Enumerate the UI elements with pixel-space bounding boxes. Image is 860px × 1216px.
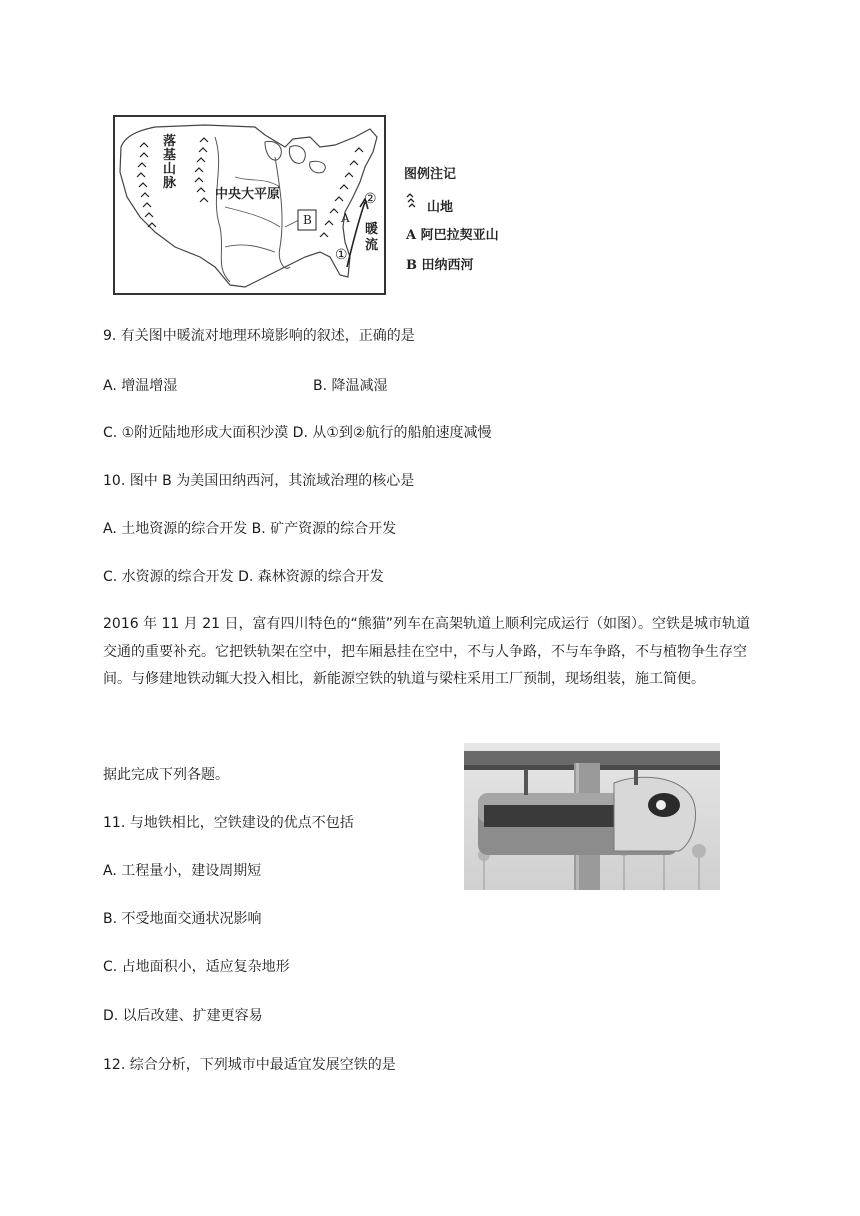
q9-option-b: B. 降温减湿 (313, 378, 388, 394)
question-9: 9. 有关图中暖流对地理环境影响的叙述，正确的是 (103, 328, 415, 344)
rocky-mountains-label: 落基山脉 (163, 134, 177, 191)
circle-2-label: ② (364, 191, 377, 207)
question-12: 12. 综合分析，下列城市中最适宜发展空铁的是 (103, 1057, 396, 1073)
warm-current-label: 暖流 (365, 222, 379, 253)
q10-options-a-b: A. 土地资源的综合开发 B. 矿产资源的综合开发 (103, 521, 397, 537)
question-10: 10. 图中 B 为美国田纳西河，其流域治理的核心是 (103, 473, 415, 489)
mountain-legend-icon (405, 193, 419, 213)
intro-text: 据此完成下列各题。 (103, 767, 229, 783)
legend-mountain: 山地 (427, 200, 454, 215)
central-plains-label: 中央大平原 (215, 187, 281, 202)
usa-map-drawing (115, 117, 384, 293)
q11-option-c: C. 占地面积小，适应复杂地形 (103, 959, 290, 975)
q11-option-a: A. 工程量小，建设周期短 (103, 863, 262, 879)
q11-option-b: B. 不受地面交通状况影响 (103, 911, 262, 927)
legend-a: A 阿巴拉契亚山 (406, 228, 499, 243)
label-b: B (303, 213, 312, 227)
label-a: A (341, 211, 350, 225)
sky-train-photo (464, 743, 720, 890)
q9-options-c-d: C. ①附近陆地形成大面积沙漠 D. 从①到②航行的船舶速度减慢 (103, 425, 492, 441)
question-11: 11. 与地铁相比，空铁建设的优点不包括 (103, 815, 354, 831)
legend-b: B 田纳西河 (406, 258, 474, 273)
q9-option-a: A. 增温增湿 (103, 378, 178, 394)
circle-1-label: ① (335, 247, 348, 263)
q10-options-c-d: C. 水资源的综合开发 D. 森林资源的综合开发 (103, 569, 384, 585)
q11-option-d: D. 以后改建、扩建更容易 (103, 1008, 263, 1024)
legend-title: 图例注记 (404, 167, 457, 182)
usa-map-figure (113, 115, 386, 295)
passage: 2016 年 11 月 21 日，富有四川特色的“熊猫”列车在高架轨道上顺利完成运行（如图）。空铁是城市轨道交通的重要补充。它把铁轨架在空中，把车厢悬挂在空中，不与人争路，不与车争路，不与植物争生存空间。与修建地铁动辄大投入相比，新能源空铁的轨道与梁柱采用工厂预制，现场组装，施工简便。 (103, 616, 751, 687)
